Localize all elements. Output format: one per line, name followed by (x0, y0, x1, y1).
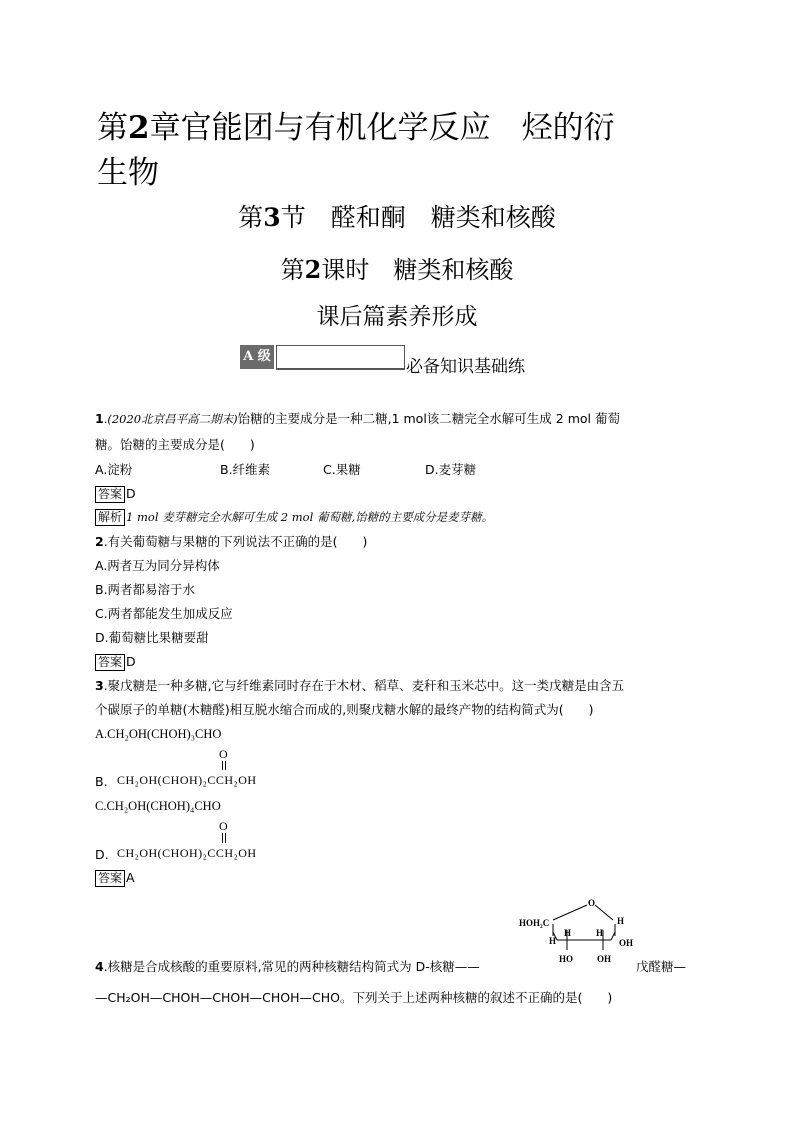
q2-option-b: B.两者都易溶于水 (95, 582, 196, 597)
q4-line1-end: 戊醛糖— (636, 959, 687, 974)
q3-option-b-label: B. (95, 774, 108, 789)
q3-option-c: C.CH₂OH(CHOH)₄CHO (95, 799, 221, 813)
lesson-title: 第2课时 糖类和核酸 (280, 255, 514, 284)
q3-option-b-double-bond (222, 761, 223, 770)
oh-right-label: OH (619, 938, 634, 948)
q3-option-b-oxygen: O (219, 747, 228, 761)
q2-option-a: A.两者互为同分异构体 (95, 558, 220, 573)
subtitle: 课后篇素养形成 (316, 304, 478, 330)
d-ribose-structure (515, 892, 637, 974)
q3-option-d-oxygen: O (219, 819, 228, 833)
q1-analysis: 解析 1 mol 麦芽糖完全水解可生成 2 mol 葡萄糖,饴糖的主要成分是麦芽糖。 (95, 508, 493, 526)
q4-line2: —CH₂OH—CHOH—CHOH—CHOH—CHO。下列关于上述两种核糖的叙述不正确的是( ) (95, 990, 613, 1005)
oh-b2-label: OH (597, 954, 612, 964)
q2-answer: 答案 D (95, 653, 136, 671)
q3-option-d: CH₂OH(CHOH)₂CCH₂OH (117, 846, 257, 860)
level-title: 必备知识基础练 (406, 357, 525, 377)
q3-line1: 3.聚戊糖是一种多糖,它与纤维素同时存在于木材、稻草、麦秆和玉米芯中。这一类戊糖是由含五 (95, 678, 625, 693)
chapter-title-line2: 生物 (97, 155, 159, 191)
section-title: 第3节 醛和酮 糖类和核酸 (238, 203, 556, 232)
q4-line1: 4.核糖是合成核酸的重要原料,常见的两种核糖结构简式为 D-核糖—— (95, 959, 480, 974)
level-badge: A 级 (240, 345, 274, 369)
q3-option-b: CH₂OH(CHOH)₂CCH₂OH (117, 773, 257, 787)
ho-b1-label: HO (559, 954, 574, 964)
ring-oxygen: O (588, 898, 596, 908)
q3-option-d-double-bond (222, 833, 223, 843)
q1-option-a: A.淀粉 (95, 462, 133, 477)
analysis-tag: 解析 (95, 509, 125, 526)
h-right-label: H (617, 916, 625, 926)
q2-stem: 2.有关葡萄糖与果糖的下列说法不正确的是( ) (95, 534, 368, 549)
q3-line2: 个碳原子的单糖(木糖醛)相互脱水缩合而成的,则聚戊糖水解的最终产物的结构简式为( ) (95, 702, 594, 717)
q1-answer: 答案 D (95, 485, 136, 503)
q2-option-d: D.葡萄糖比果糖要甜 (95, 630, 209, 645)
q1-line2: 糖。饴糖的主要成分是( ) (95, 437, 255, 452)
q2-option-c: C.两者都能发生加成反应 (95, 606, 233, 621)
q1-option-b: B.纤维素 (220, 462, 271, 477)
q3-option-d-double-bond-2 (225, 833, 226, 843)
chapter-title-line1: 第2章官能团与有机化学反应 烃的衍 (97, 110, 615, 146)
q1-option-c: C.果糖 (323, 462, 361, 477)
answer-tag: 答案 (95, 486, 125, 503)
h-b1-label: H (564, 928, 572, 938)
chapter-title (97, 106, 615, 196)
q3-option-d-label: D. (95, 847, 109, 862)
level-bar (276, 345, 405, 370)
q3-answer: 答案 A (95, 869, 135, 887)
q1-line1: 1.(2020北京昌平高二期末)饴糖的主要成分是一种二糖,1 mol该二糖完全水解可生成 2 mol 葡萄 (95, 411, 620, 426)
h-b2-label: H (596, 928, 604, 938)
q3-option-a: A.CH₂OH(CHOH)₃CHO (95, 727, 222, 741)
hoh2c-label: HOH₂C (519, 918, 550, 928)
answer-tag: 答案 (95, 654, 125, 671)
h-left-label: H (549, 936, 557, 946)
q1-option-d: D.麦芽糖 (425, 462, 477, 477)
q3-option-b-double-bond-2 (225, 761, 226, 770)
answer-tag: 答案 (95, 870, 125, 887)
